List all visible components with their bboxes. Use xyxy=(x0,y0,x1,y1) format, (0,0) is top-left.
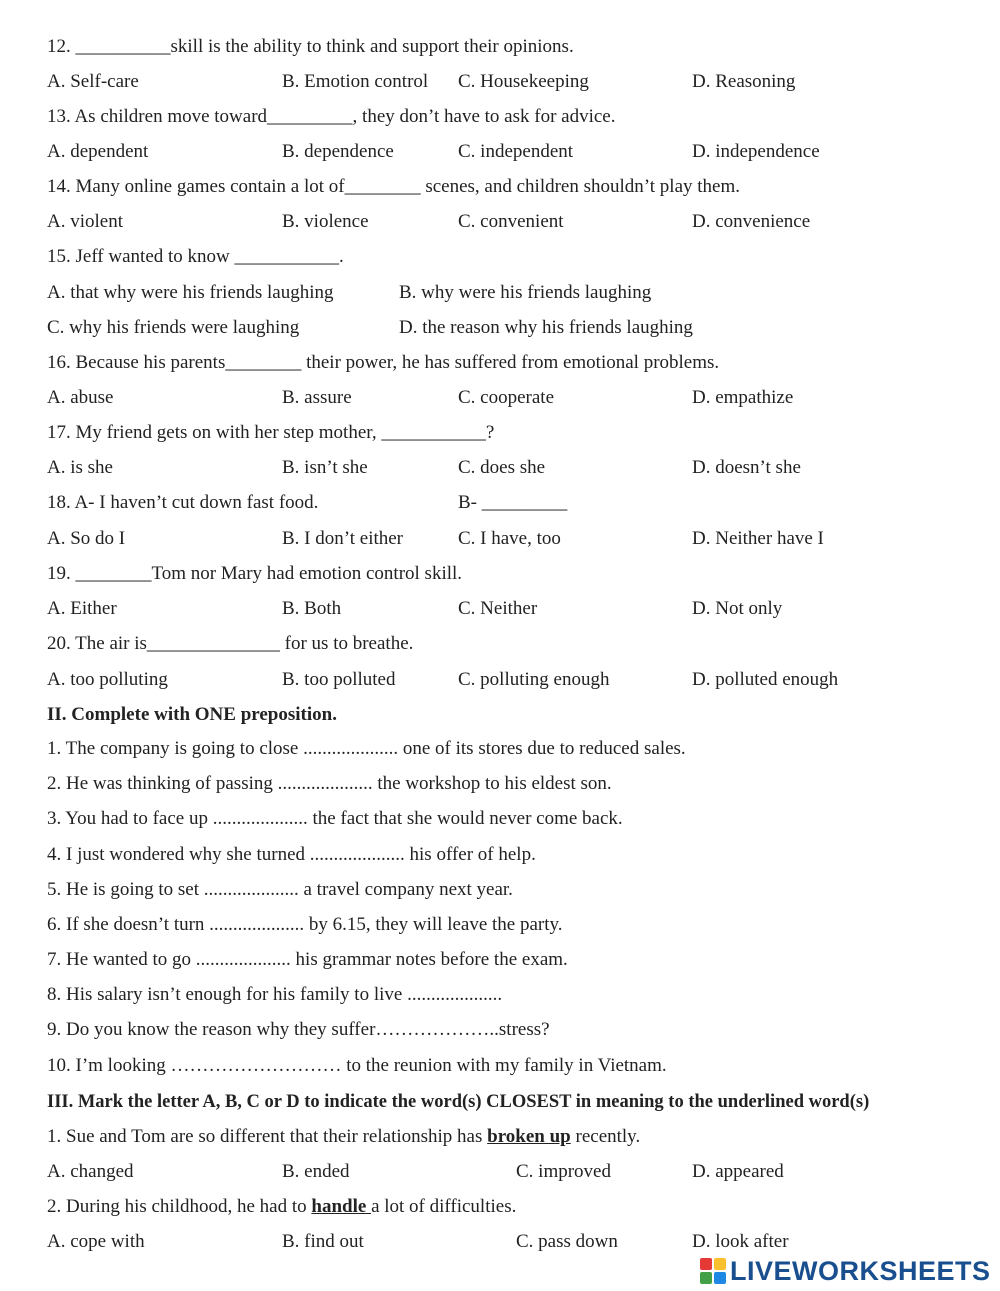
option-c[interactable]: C. cooperate xyxy=(458,387,555,408)
question-18-response: B- _________ xyxy=(458,492,568,513)
option-b[interactable]: B. find out xyxy=(282,1231,364,1252)
option-b[interactable]: B. isn’t she xyxy=(282,457,368,478)
option-b[interactable]: B. too polluted xyxy=(282,669,396,690)
prep-item: 7. He wanted to go .................... his grammar notes before the exam. xyxy=(47,949,568,970)
option-d[interactable]: D. convenience xyxy=(692,211,811,232)
q2-text-before: 2. During his childhood, he had to xyxy=(47,1196,312,1217)
prep-item: 6. If she doesn’t turn .................... by 6.15, they will leave the party. xyxy=(47,914,563,935)
liveworksheets-logo xyxy=(700,1255,995,1287)
prep-item: 9. Do you know the reason why they suffer………………..stress? xyxy=(47,1019,550,1040)
option-c[interactable]: C. convenient xyxy=(458,211,564,232)
q2-underlined-phrase: handle xyxy=(311,1196,372,1217)
q1-text-before: 1. Sue and Tom are so different that their relationship has xyxy=(47,1126,488,1147)
question-15: 15. Jeff wanted to know ___________. xyxy=(47,246,344,267)
option-d[interactable]: D. look after xyxy=(692,1231,789,1252)
question-13: 13. As children move toward_________, they don’t have to ask for advice. xyxy=(47,106,616,127)
option-b[interactable]: B. I don’t either xyxy=(282,528,404,549)
option-b[interactable]: B. why were his friends laughing xyxy=(399,282,652,303)
prep-item: 8. His salary isn’t enough for his family to live .................... xyxy=(47,984,503,1005)
prep-item: 5. He is going to set .................... a travel company next year. xyxy=(47,879,513,900)
prep-item: 10. I’m looking ……………………… to the reunion with my family in Vietnam. xyxy=(47,1055,667,1076)
question-17: 17. My friend gets on with her step mother, ___________? xyxy=(47,422,495,443)
question-19: 19. ________Tom nor Mary had emotion control skill. xyxy=(47,563,463,584)
option-d[interactable]: D. empathize xyxy=(692,387,794,408)
option-a[interactable]: A. cope with xyxy=(47,1231,145,1252)
q1-underlined-phrase: broken up xyxy=(487,1126,571,1147)
option-c[interactable]: C. pass down xyxy=(516,1231,618,1252)
option-d[interactable]: D. Reasoning xyxy=(692,71,796,92)
option-a[interactable]: A. dependent xyxy=(47,141,149,162)
option-b[interactable]: B. dependence xyxy=(282,141,394,162)
logo-text: LIVEWORKSHEETS xyxy=(730,1256,991,1286)
option-a[interactable]: A. violent xyxy=(47,211,123,232)
option-c[interactable]: C. independent xyxy=(458,141,574,162)
logo-icon xyxy=(700,1258,726,1284)
option-a[interactable]: A. is she xyxy=(47,457,113,478)
option-a[interactable]: A. Either xyxy=(47,598,117,619)
prep-item: 4. I just wondered why she turned .................... his offer of help. xyxy=(47,844,536,865)
option-c[interactable]: C. Neither xyxy=(458,598,538,619)
question-12: 12. __________skill is the ability to think and support their opinions. xyxy=(47,36,574,57)
option-b[interactable]: B. violence xyxy=(282,211,369,232)
synonym-question-1 xyxy=(47,1125,640,1149)
synonym-question-2 xyxy=(47,1195,516,1219)
option-a[interactable]: A. that why were his friends laughing xyxy=(47,282,334,303)
section-3-heading: III. Mark the letter A, B, C or D to indicate the word(s) CLOSEST in meaning to the underlined word(s) xyxy=(47,1092,870,1112)
prep-item: 2. He was thinking of passing .................... the workshop to his eldest son. xyxy=(47,773,612,794)
option-a[interactable]: A. changed xyxy=(47,1161,134,1182)
option-d[interactable]: D. Neither have I xyxy=(692,528,824,549)
option-d[interactable]: D. the reason why his friends laughing xyxy=(399,317,693,338)
option-c[interactable]: C. I have, too xyxy=(458,528,561,549)
option-a[interactable]: A. Self-care xyxy=(47,71,139,92)
option-b[interactable]: B. Both xyxy=(282,598,342,619)
option-d[interactable]: D. Not only xyxy=(692,598,783,619)
question-16: 16. Because his parents________ their power, he has suffered from emotional problems. xyxy=(47,352,720,373)
option-a[interactable]: A. too polluting xyxy=(47,669,168,690)
question-14: 14. Many online games contain a lot of________ scenes, and children shouldn’t play them. xyxy=(47,176,741,197)
option-c[interactable]: C. why his friends were laughing xyxy=(47,317,300,338)
option-b[interactable]: B. Emotion control xyxy=(282,71,429,92)
option-c[interactable]: C. polluting enough xyxy=(458,669,610,690)
option-d[interactable]: D. appeared xyxy=(692,1161,784,1182)
q1-text-after: recently. xyxy=(570,1126,641,1147)
option-b[interactable]: B. assure xyxy=(282,387,352,408)
option-a[interactable]: A. abuse xyxy=(47,387,114,408)
prep-item: 1. The company is going to close .................... one of its stores due to reduced sales. xyxy=(47,738,686,759)
option-d[interactable]: D. doesn’t she xyxy=(692,457,801,478)
option-d[interactable]: D. polluted enough xyxy=(692,669,839,690)
option-a[interactable]: A. So do I xyxy=(47,528,126,549)
option-b[interactable]: B. ended xyxy=(282,1161,350,1182)
option-d[interactable]: D. independence xyxy=(692,141,820,162)
question-18: 18. A- I haven’t cut down fast food. xyxy=(47,492,319,513)
prep-item: 3. You had to face up .................... the fact that she would never come back. xyxy=(47,808,623,829)
option-c[interactable]: C. does she xyxy=(458,457,546,478)
option-c[interactable]: C. Housekeeping xyxy=(458,71,589,92)
q2-text-after: a lot of difficulties. xyxy=(371,1196,517,1217)
option-c[interactable]: C. improved xyxy=(516,1161,611,1182)
section-2-heading: II. Complete with ONE preposition. xyxy=(47,704,337,725)
question-20: 20. The air is______________ for us to breathe. xyxy=(47,633,414,654)
